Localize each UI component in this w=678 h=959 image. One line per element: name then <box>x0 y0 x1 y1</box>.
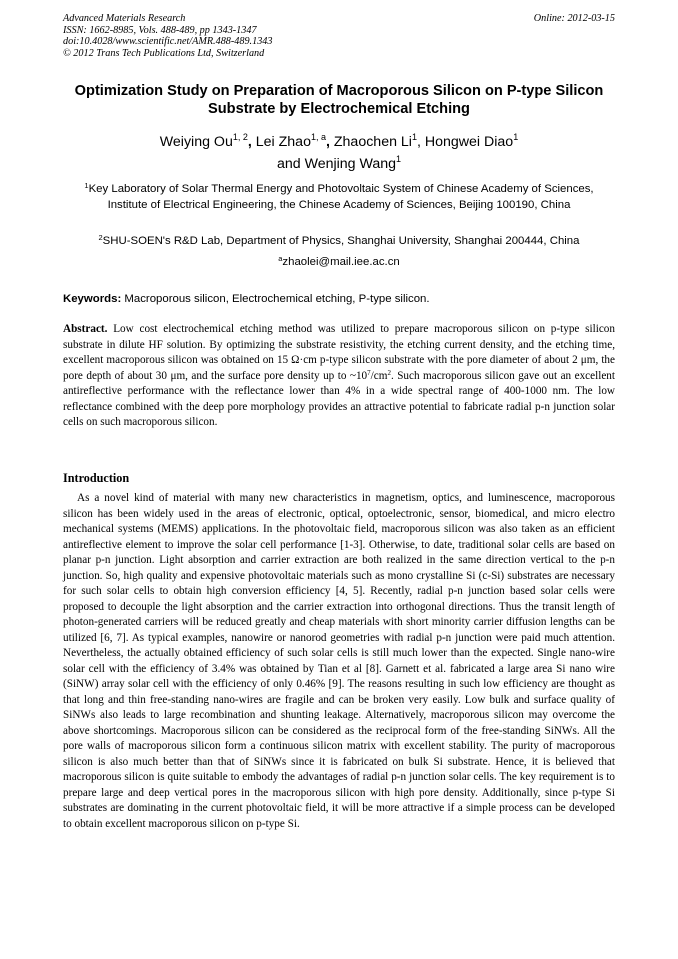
affiliation-text: Key Laboratory of Solar Thermal Energy and Photovoltaic System of Chinese Academy of Sciences, Institute of Electrical Engineering, the Chinese Academy of Sciences, Beijing 100190, China <box>88 183 594 211</box>
affiliation-1 <box>63 182 615 213</box>
author-affiliation-mark: 1, a <box>310 132 326 142</box>
author-name: Zhaochen Li <box>333 134 412 150</box>
doi-line: doi:10.4028/www.scientific.net/AMR.488-489.1343 <box>63 36 273 48</box>
abstract-text: Low cost electrochemical etching method was utilized to prepare macroporous silicon on p-type silicon substrate in dilute HF solution. By optimizing the substrate resistivity, the etching current density, and the etching time, excellent macroporous silicon was obtained on 15 Ω·cm p-type silicon substrate with the pore diameter of about 2 μm, the pore depth of about 30 μm, and the surface pore density up to ~10 <box>63 323 615 382</box>
copyright-line: © 2012 Trans Tech Publications Ltd, Switzerland <box>63 47 265 59</box>
abstract-label: Abstract. <box>63 323 108 335</box>
author-affiliation-mark: 1 <box>513 132 519 142</box>
author-conjunction: and <box>276 156 305 172</box>
author-line-1 <box>63 131 615 153</box>
abstract-text: . Such macroporous silicon gave out an excellent antireflective performance with the reflectance lower than 4% in a wide spectral range of 400-1000 nm. The low reflectance combined with the deep pore morphology provides an attractive potential to fabricate radial p-n junction solar cells on such macroporous silicon. <box>63 369 615 428</box>
author-line-2 <box>63 153 615 175</box>
author-affiliation-mark: 1 <box>396 154 402 164</box>
affiliation-mark: 2 <box>98 233 103 242</box>
issn-line: ISSN: 1662-8985, Vols. 488-489, pp 1343-1347 <box>63 24 257 36</box>
online-date: Online: 2012-03-15 <box>533 13 615 24</box>
email-address: zhaolei@mail.iee.ac.cn <box>282 256 400 268</box>
author-affiliation-mark: 1 <box>411 132 417 142</box>
abstract-superscript: 2 <box>387 368 391 377</box>
author-name: Hongwei Diao <box>424 134 514 150</box>
author-separator: , <box>247 134 256 150</box>
corresponding-email <box>63 255 615 271</box>
affiliation-text: SHU-SOEN's R&D Lab, Department of Physics, Shanghai University, Shanghai 200444, China <box>102 235 580 247</box>
keywords-text: Macroporous silicon, Electrochemical etching, P-type silicon. <box>121 293 430 305</box>
publication-header <box>63 13 615 59</box>
author-separator: , <box>325 134 334 150</box>
introduction-body: As a novel kind of material with many new characteristics in magnetism, optics, and luminescence, macroporous silicon has been widely used in the areas of electronic, optical, optoelectronic, sensor, biomedical, and micro electro mechanical systems (MEMS) applications. In the photovoltaic field, macroporous silicon was also taken as an efficient antireflective element to improve the solar cell performance [1-3]. Otherwise, to date, traditional solar cells are based on planar p-n junction. Light absorption and carrier extraction are both realized in the same direction vertical to the p-n junction. So, high quality and expensive photovoltaic materials such as mono crystalline Si (c-Si) substrates are necessary for such solar cells to obtain high conversion efficiency [4, 5]. Recently, radial p-n junction based solar cells were proposed to decouple the light absorption and the carrier extraction into orthogonal directions. Thus the transit length of photon-generated carriers will be reduced greatly and cheap materials with short minority carrier diffusion lengths can be utilized [6, 7]. As typical examples, nanowire or nanorod geometries with radial p-n junction were paid much attention. Nevertheless, the actually obtained efficiency of such solar cells is still much lower than the expected. Single nano-wire solar cell with the efficiency of 3.4% was obtained by Tian et al [8]. Garnett et al. fabricated a large area Si nano wire (SiNW) array solar cell with the efficiency of only 0.46% [9]. The reasons resulting in such low efficiency are thought as that long and thin free-standing nano-wires are fragile and can be broken very easily. Low bulk and surface quality of SiNWs also leads to large recombination and shunting leakage. Alternatively, macroporous silicon may overcome the above shortcomings. Macroporous silicon can be considered as the reciprocal form of the free-standing SiNWs. All the pore walls of macroporous silicon form a continuous silicon matrix with excellent stability. The purity of macroporous silicon is also much better than that of SiNWs since it is fabricated on bulk Si substrate. Hence, it is believed that macroporous silicon is quite suitable to embody the advantages of radial p-n junction solar cells. The key requirement is to prepare large and deep vertical pores in the macroporous silicon with high pore density. Additionally, since p-type Si substrates are dominating in the current photovoltaic field, it will be more attractive if a simple process can be developed to obtain excellent macroporous silicon on p-type Si. <box>63 492 615 830</box>
abstract <box>63 322 615 431</box>
author-name: Wenjing Wang <box>304 156 397 172</box>
affiliation-2 <box>63 234 615 250</box>
paper-title: Optimization Study on Preparation of Macroporous Silicon on P-type Silicon Substrate by Electrochemical Etching <box>74 83 604 117</box>
author-affiliation-mark: 1, 2 <box>232 132 248 142</box>
author-list <box>63 131 615 175</box>
keywords-label: Keywords: <box>63 293 122 305</box>
affiliation-mark: 1 <box>84 181 89 190</box>
section-heading-introduction: Introduction <box>63 471 130 485</box>
keywords <box>63 292 615 306</box>
author-name: Lei Zhao <box>255 134 311 150</box>
abstract-superscript: 7 <box>367 368 371 377</box>
author-separator: , <box>416 134 425 150</box>
author-name: Weiying Ou <box>159 134 233 150</box>
journal-name: Advanced Materials Research <box>63 13 186 24</box>
email-mark: a <box>278 254 283 263</box>
abstract-text: /cm <box>370 369 388 382</box>
